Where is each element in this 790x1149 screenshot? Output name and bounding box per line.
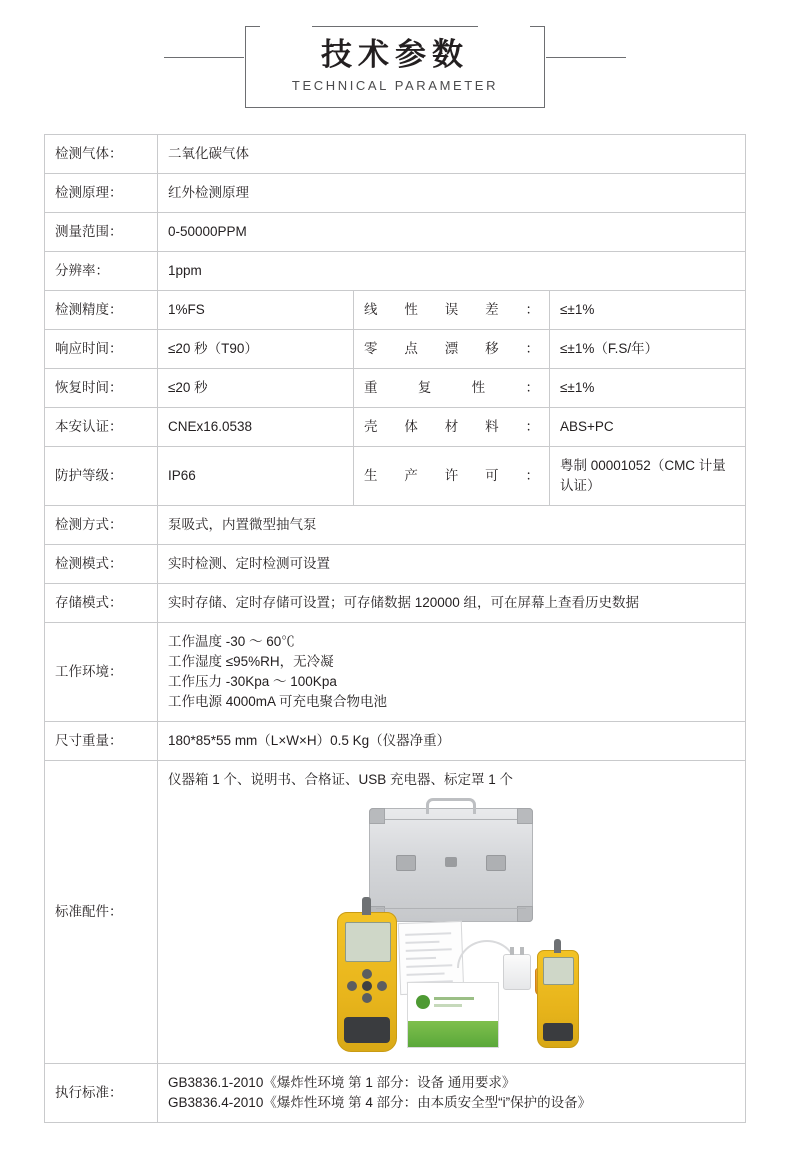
- row-label-text: 执行标准：: [55, 1085, 123, 1100]
- row-value-secondary: ≤±1%: [550, 369, 746, 408]
- table-row-standards: [45, 1064, 746, 1123]
- environment-values: [158, 623, 746, 722]
- row-value: ≤20 秒: [158, 369, 354, 408]
- aluminium-case-icon: [369, 808, 533, 922]
- row-label-text: 检测原理：: [55, 185, 123, 200]
- row-label-text: 工作环境：: [55, 664, 123, 679]
- row-label-text: 尺寸重量：: [55, 733, 123, 748]
- row-label-secondary-text: 重复性：: [364, 380, 539, 395]
- case-corner-icon: [517, 906, 533, 922]
- row-label-secondary-text: 生产许可：: [364, 468, 539, 483]
- case-latch-icon: [396, 855, 416, 871]
- standard-line: GB3836.4-2010《爆炸性环境 第 4 部分：由本质安全型“i”保护的设备》: [168, 1095, 592, 1110]
- row-label: [45, 584, 158, 623]
- table-row: [45, 330, 746, 369]
- table-row: [45, 447, 746, 506]
- row-label: [45, 213, 158, 252]
- row-label: [45, 408, 158, 447]
- row-label: [45, 135, 158, 174]
- row-label-standards: [45, 1064, 158, 1123]
- page-subtitle: TECHNICAL PARAMETER: [291, 78, 499, 93]
- table-row-environment: [45, 623, 746, 722]
- row-value: 红外检测原理: [158, 174, 746, 213]
- table-row: [45, 213, 746, 252]
- product-photo: [307, 804, 597, 1054]
- case-lock-icon: [445, 857, 457, 867]
- accessories-text: 仪器箱 1 个、说明书、合格证、USB 充电器、标定罩 1 个: [168, 772, 514, 787]
- standards-values: [158, 1064, 746, 1123]
- row-value: 实时检测、定时检测可设置: [158, 545, 746, 584]
- row-label-text: 检测精度：: [55, 302, 123, 317]
- environment-line: 工作电源 4000mA 可充电聚合物电池: [168, 694, 388, 709]
- usb-charger-icon: [503, 954, 531, 990]
- case-corner-icon: [369, 808, 385, 824]
- page-title: 技术参数: [315, 35, 475, 75]
- table-row: [45, 174, 746, 213]
- row-value: 1ppm: [158, 252, 746, 291]
- standard-line: GB3836.1-2010《爆炸性环境 第 1 部分：设备 通用要求》: [168, 1075, 516, 1090]
- row-label-secondary: [354, 408, 550, 447]
- row-value-secondary: ≤±1%（F.S/年）: [550, 330, 746, 369]
- table-row: [45, 369, 746, 408]
- row-value: 1%FS: [158, 291, 354, 330]
- row-label-text: 存储模式：: [55, 595, 123, 610]
- table-row: [45, 584, 746, 623]
- spec-table: [44, 134, 746, 1123]
- table-row-accessories: [45, 761, 746, 1064]
- handheld-detector-large-icon: [337, 912, 397, 1052]
- row-label-secondary: [354, 291, 550, 330]
- environment-line: 工作湿度 ≤95%RH，无冷凝: [168, 654, 334, 669]
- row-label-secondary-text: 线性误差：: [364, 302, 539, 317]
- spec-table-wrapper: [44, 134, 746, 1123]
- table-row-size: [45, 722, 746, 761]
- table-row: [45, 545, 746, 584]
- row-label-text: 本安认证：: [55, 419, 123, 434]
- row-value: 0-50000PPM: [158, 213, 746, 252]
- header-title-box: [245, 26, 545, 108]
- row-label-environment: [45, 623, 158, 722]
- row-value-secondary: 粤制 00001052（CMC 计量认证）: [550, 447, 746, 506]
- table-row: [45, 135, 746, 174]
- accessories-cell: [158, 761, 746, 1064]
- case-handle-icon: [426, 798, 476, 814]
- row-label-text: 检测气体：: [55, 146, 123, 161]
- environment-line: 工作压力 -30Kpa ～ 100Kpa: [168, 674, 337, 689]
- row-value: 二氧化碳气体: [158, 135, 746, 174]
- handheld-detector-small-icon: [537, 950, 579, 1048]
- row-label-text: 分辨率：: [55, 263, 109, 278]
- row-label-text: 测量范围：: [55, 224, 123, 239]
- row-label: [45, 252, 158, 291]
- row-label-text: 检测方式：: [55, 517, 123, 532]
- page-header: [0, 0, 790, 108]
- row-label-text: 检测模式：: [55, 556, 123, 571]
- row-label: [45, 545, 158, 584]
- row-value: 泵吸式，内置微型抽气泵: [158, 506, 746, 545]
- row-label-text: 响应时间：: [55, 341, 123, 356]
- row-label-secondary-text: 零点漂移：: [364, 341, 539, 356]
- table-row: [45, 291, 746, 330]
- row-label: [45, 330, 158, 369]
- row-value: ≤20 秒（T90）: [158, 330, 354, 369]
- row-value-secondary: ABS+PC: [550, 408, 746, 447]
- row-label-secondary-text: 壳体材料：: [364, 419, 539, 434]
- row-label: [45, 369, 158, 408]
- row-label-accessories: [45, 761, 158, 1064]
- row-label-text: 恢复时间：: [55, 380, 123, 395]
- header-rule-left: [164, 57, 244, 58]
- header-rule-right: [546, 57, 626, 58]
- size-value: 180*85*55 mm（L×W×H）0.5 Kg（仪器净重）: [158, 722, 746, 761]
- table-row: [45, 252, 746, 291]
- row-label-secondary: [354, 330, 550, 369]
- row-value: CNEx16.0538: [158, 408, 354, 447]
- row-label-text: 标准配件：: [55, 904, 123, 919]
- row-label: [45, 447, 158, 506]
- row-label-text: 防护等级：: [55, 468, 123, 483]
- row-value-secondary: ≤±1%: [550, 291, 746, 330]
- row-value: 实时存储、定时存储可设置；可存储数据 120000 组，可在屏幕上查看历史数据: [158, 584, 746, 623]
- case-corner-icon: [517, 808, 533, 824]
- row-label-size: [45, 722, 158, 761]
- row-label-secondary: [354, 447, 550, 506]
- table-row: [45, 506, 746, 545]
- case-latch-icon: [486, 855, 506, 871]
- row-label: [45, 174, 158, 213]
- header-notch-left: [260, 26, 312, 29]
- environment-line: 工作温度 -30 ～ 60℃: [168, 634, 295, 649]
- row-value: IP66: [158, 447, 354, 506]
- table-row: [45, 408, 746, 447]
- row-label: [45, 506, 158, 545]
- header-notch-right: [478, 26, 530, 29]
- accessories-figure: [168, 796, 735, 1054]
- green-brochure-icon: [407, 982, 499, 1048]
- row-label: [45, 291, 158, 330]
- row-label-secondary: [354, 369, 550, 408]
